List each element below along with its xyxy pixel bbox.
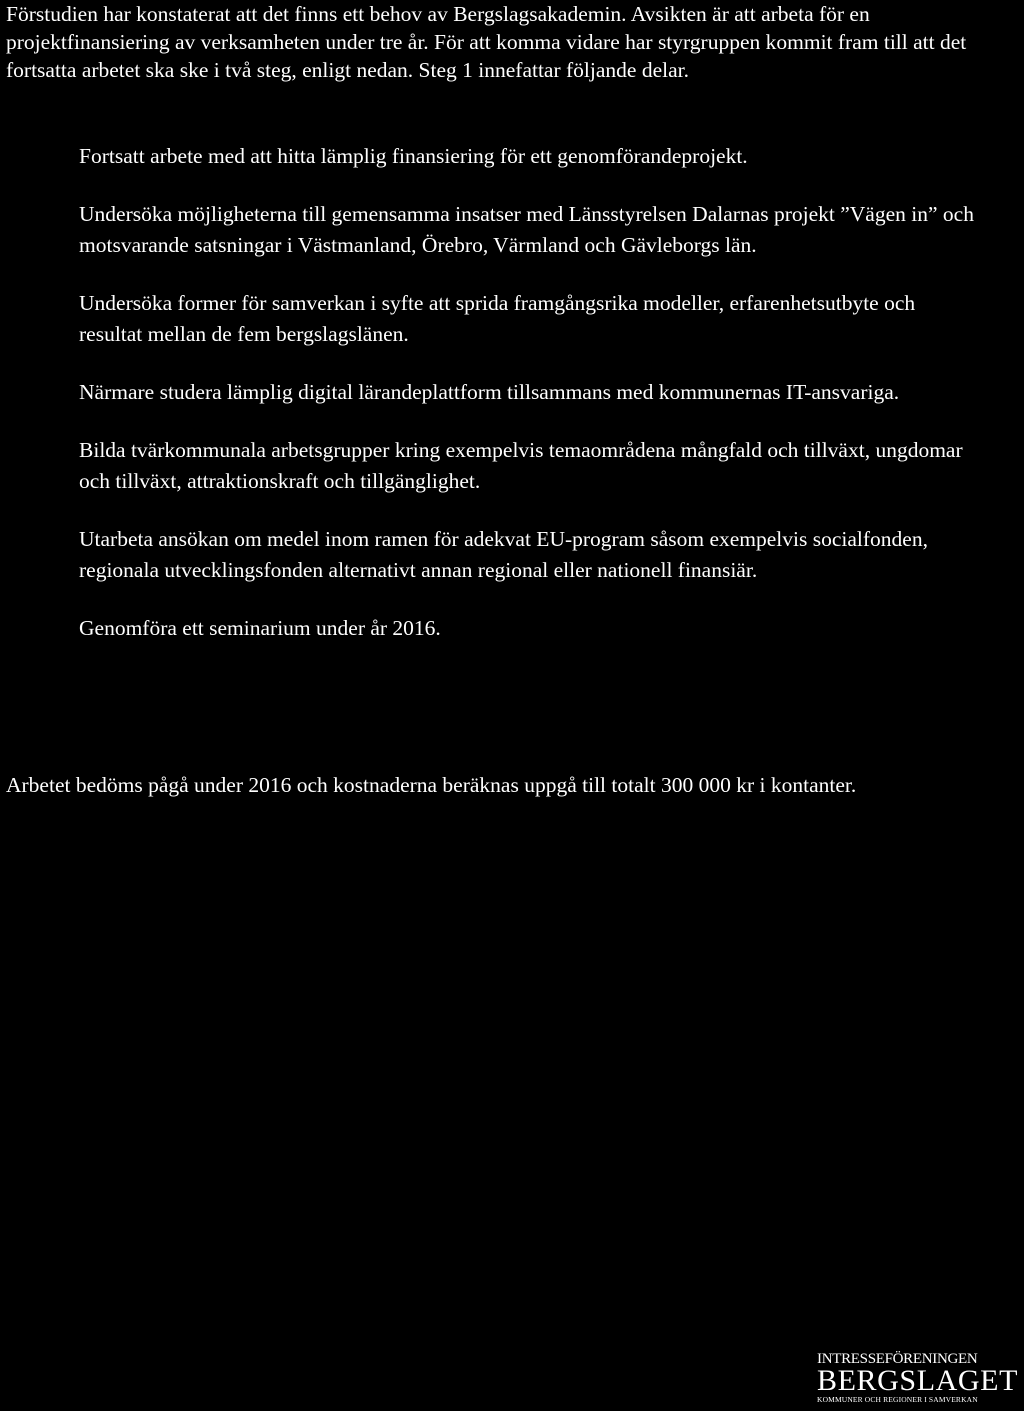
step-item-4: Närmare studera lämplig digital lärandeplattform tillsammans med kommunernas IT-ansvariga. bbox=[79, 380, 900, 404]
logo-line-tagline: KOMMUNER OCH REGIONER I SAMVERKAN bbox=[817, 1395, 978, 1404]
step-item-7: Genomföra ett seminarium under år 2016. bbox=[79, 616, 441, 640]
step-item-3: Undersöka former för samverkan i syfte att sprida framgångsrika modeller, erfarenhetsutbyte och resultat mellan de fem bergslagslänen. bbox=[79, 291, 916, 346]
step-list bbox=[79, 141, 979, 644]
step-item-6: Utarbeta ansökan om medel inom ramen för adekvat EU-program såsom exempelvis socialfonden, regionala utvecklingsfonden alternativt annan regional eller nationell finansiär. bbox=[79, 527, 928, 582]
logo-line-name: BERGSLAGET bbox=[817, 1364, 1018, 1397]
step-item-2: Undersöka möjligheterna till gemensamma insatser med Länsstyrelsen Dalarnas projekt ”Vägen in” och motsvarande satsningar i Västmanland, Örebro, Värmland och Gävleborgs län. bbox=[79, 202, 974, 257]
bergslaget-logo bbox=[817, 1351, 1022, 1405]
step-item-5: Bilda tvärkommunala arbetsgrupper kring exempelvis temaområdena mångfald och tillväxt, ungdomar och tillväxt, attraktionskraft och tillgänglighet. bbox=[79, 438, 963, 493]
step-item-1: Fortsatt arbete med att hitta lämplig finansiering för ett genomförandeprojekt. bbox=[79, 144, 748, 168]
logo-line-organization: INTRESSEFÖRENINGEN bbox=[817, 1351, 978, 1367]
closing-paragraph: Arbetet bedöms pågå under 2016 och kostnaderna beräknas uppgå till totalt 300 000 kr i kontanter. bbox=[6, 773, 857, 797]
intro-paragraph: Förstudien har konstaterat att det finns ett behov av Bergslagsakademin. Avsikten är att arbeta för en projektfinansiering av verksamheten under tre år. För att komma vidare har styrgruppen kommit fram till att det fortsatta arbetet ska ske i två steg, enligt nedan. Steg 1 innefattar följande delar. bbox=[6, 2, 967, 82]
